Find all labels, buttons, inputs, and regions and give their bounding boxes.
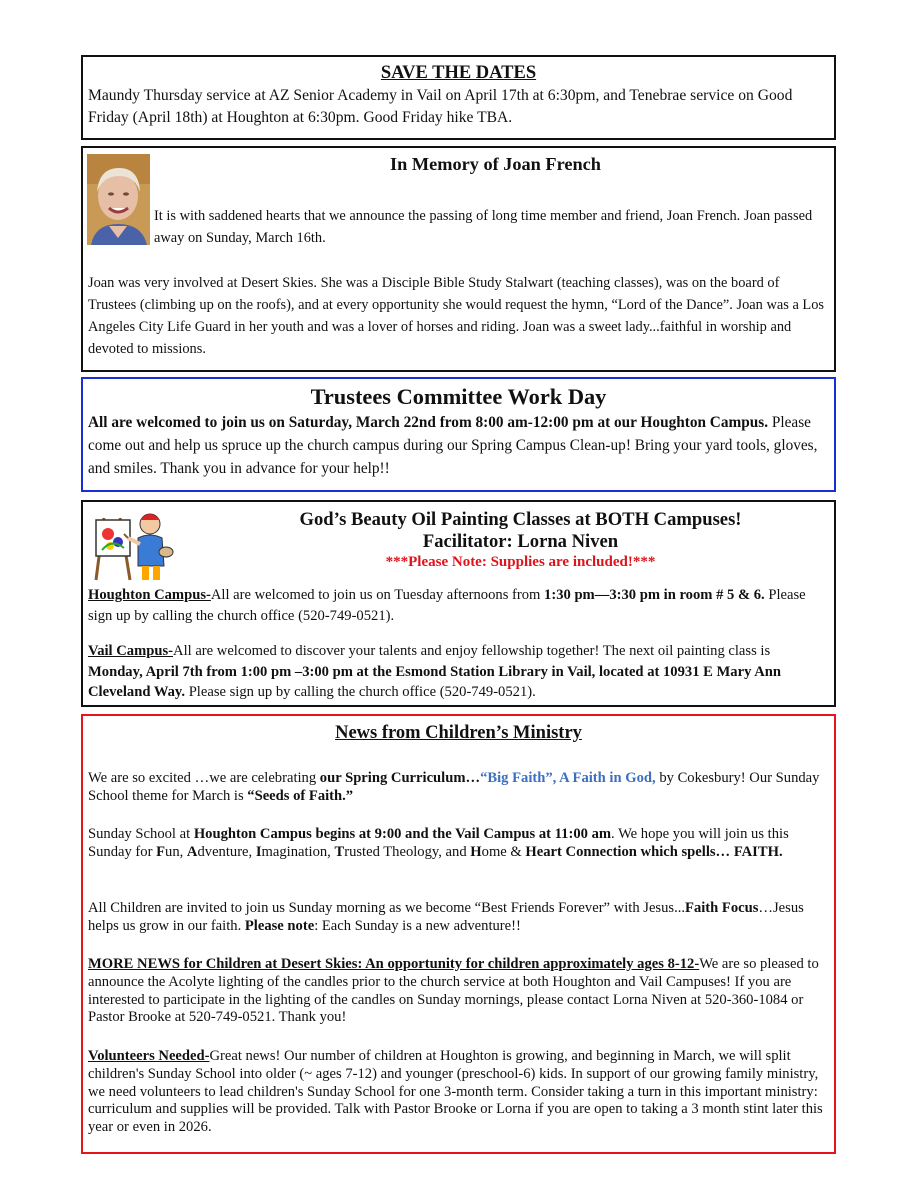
p1-theme: “Seeds of Faith.”: [247, 787, 354, 804]
childrens-ministry-title: News from Children’s Ministry: [335, 723, 582, 743]
p2-a: Sunday School at: [88, 826, 194, 842]
childrens-ministry-box: [81, 714, 836, 1154]
houghton-campus-paragraph: [88, 585, 826, 626]
children-paragraph-1: [88, 770, 829, 806]
p2-h1-rest: ome &: [481, 843, 526, 860]
painting-title: God’s Beauty Oil Painting Classes at BOTH Campuses!: [299, 509, 742, 530]
p2-times: Houghton Campus begins at 9:00 and the Vail Campus at 11:00 am: [193, 826, 612, 842]
p3-faith-focus: Faith Focus: [685, 900, 759, 916]
vail-campus-label: Vail Campus-: [88, 643, 174, 659]
save-the-dates-box: [81, 55, 836, 140]
p2-i-rest: magination,: [261, 843, 335, 860]
more-news-text: We are so pleased to announce the Acolyte lighting of the candles prior to the church service at both Houghton and Vail Campuses! If you are interested to participate in the lighting of the candles on Sunday mornings, please contact Lorna Niven at 520-360-1084 or Pastor Brooke at 520-749-0521. Thank you!: [88, 956, 819, 1026]
trustees-rest: Please come out and help us spruce up the church campus during our Spring Campus Clean-up! Bring your yard tools, gloves, and smiles. Thank you in advance for your help!!: [88, 414, 818, 477]
children-paragraph-3: [88, 900, 829, 936]
save-the-dates-body: Maundy Thursday service at AZ Senior Academy in Vail on April 17th at 6:30pm, and Tenebrae service on Good Friday (April 18th) at Houghton at 6:30pm. Good Friday hike TBA.: [88, 87, 793, 127]
p1-curriculum: “Big Faith”, A Faith in God,: [480, 770, 656, 786]
p2-A: A: [186, 843, 198, 860]
p2-T: T: [334, 843, 345, 860]
children-paragraph-4: [88, 956, 829, 1027]
painting-box: [81, 500, 836, 707]
p1-b: our Spring Curriculum…: [319, 770, 481, 786]
p1-d: by Cokesbury! Our Sunday School theme for March is: [88, 770, 820, 804]
vail-campus-tail: Please sign up by calling the church office (520-749-0521).: [185, 684, 536, 700]
volunteers-needed-label: Volunteers Needed-: [88, 1048, 210, 1064]
p3-e: : Each Sunday is a new adventure!!: [314, 917, 521, 934]
trustees-body: [88, 411, 829, 480]
memorial-box: [81, 146, 836, 372]
vail-campus-text: All are welcomed to discover your talents and enjoy fellowship together! The next oil painting class is: [173, 643, 771, 659]
painting-facilitator: Facilitator: Lorna Niven: [422, 531, 619, 552]
children-paragraph-2: [88, 826, 829, 862]
p1-a: We are so excited …we are celebrating: [88, 770, 320, 786]
p3-please-note: Please note: [244, 917, 315, 934]
houghton-campus-time: 1:30 pm—3:30 pm in room # 5 & 6.: [544, 587, 765, 603]
p2-F: F: [156, 843, 166, 860]
volunteers-needed-text: Great news! Our number of children at Houghton is growing, and beginning in March, we will split children's Sunday School into older (~ ages 7-12) and younger (preschool-6) kids. In support of our growing family ministry, we need volunteers to lead children's Sunday School for one 3-month term. Consider taking a turn in this important ministry: curriculum and supplies will be provided. Talk with Pastor Brooke or Lorna if you are open to taking a 3 month stint later this year or even in 2026.: [88, 1048, 823, 1136]
more-news-label: MORE NEWS for Children at Desert Skies: An opportunity for children approximately ages 8-12-: [88, 956, 700, 972]
houghton-campus-label: Houghton Campus-: [88, 587, 211, 603]
p2-I: I: [255, 843, 262, 860]
p2-t-rest: rusted Theology, and: [344, 843, 471, 860]
trustees-bold-intro: All are welcomed to join us on Saturday, March 22nd from 8:00 am-12:00 pm at our Houghton Campus.: [88, 414, 769, 431]
trustees-box: [81, 377, 836, 492]
painter-clipart: [90, 508, 174, 582]
memorial-body: Joan was very involved at Desert Skies. She was a Disciple Bible Study Stalwart (teaching classes), was on the board of Trustees (climbing up on the roofs), and at every opportunity she would request the hymn, “Lord of the Dance”. Joan was a Los Angeles City Life Guard in her youth and was a lover of horses and riding. Joan was a sweet lady...faithful in worship and devoted to missions.: [88, 275, 825, 357]
p2-faith: FAITH.: [733, 843, 783, 860]
memorial-title: In Memory of Joan French: [390, 154, 601, 174]
vail-campus-time: Monday, April 7th from 1:00 pm –3:00 pm at the Esmond Station Library in Vail, located at 10931 E Mary Ann Cleveland Way.: [88, 663, 781, 700]
save-the-dates-title: SAVE THE DATES: [380, 63, 537, 83]
joan-french-photo: [87, 154, 150, 245]
p2-H1: H: [470, 843, 482, 860]
children-paragraph-5: [88, 1048, 829, 1137]
memorial-lead: It is with saddened hearts that we announce the passing of long time member and friend, Joan French. Joan passed away on Sunday, March 16th.: [154, 208, 813, 246]
p2-a-rest: dventure,: [197, 843, 256, 860]
p3-c: …Jesus helps us grow in our faith.: [88, 900, 804, 934]
p2-c: . We hope you will join us this Sunday for: [88, 826, 789, 860]
trustees-title: Trustees Committee Work Day: [310, 384, 607, 409]
p3-a: All Children are invited to join us Sunday morning as we become “Best Friends Forever” with Jesus...: [88, 900, 686, 916]
painting-note: ***Please Note: Supplies are included!***: [385, 554, 656, 570]
p2-H2: H: [525, 843, 537, 860]
houghton-campus-text: All are welcomed to join us on Tuesday afternoons from: [210, 587, 545, 603]
painting-header: [213, 509, 828, 571]
p2-h2-rest: eart Connection which spells…: [536, 843, 731, 860]
vail-campus-paragraph: [88, 641, 826, 703]
houghton-campus-tail: Please sign up by calling the church office (520-749-0521).: [88, 587, 806, 624]
p2-f-rest: un,: [165, 843, 187, 860]
